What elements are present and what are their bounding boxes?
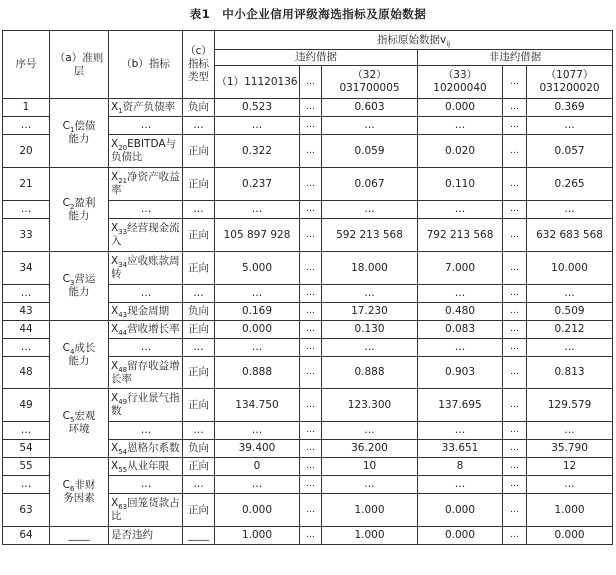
value-col-ellipsis: … <box>300 201 322 219</box>
row-seq: 64 <box>3 527 50 545</box>
value-col-ellipsis: … <box>300 527 322 545</box>
value-col-32: … <box>322 201 418 219</box>
header-col-1: （1）11120136 <box>215 66 300 99</box>
value-col-1077: 0.000 <box>527 527 613 545</box>
value-col-ellipsis: … <box>503 440 527 458</box>
row-type: 正向 <box>183 135 215 168</box>
indicator-name: EBITDA与负债比 <box>111 138 177 163</box>
row-indicator: … <box>109 117 183 135</box>
table-row <box>3 527 613 545</box>
criterion-line1: 营运 <box>74 273 96 285</box>
value-col-32: … <box>322 476 418 494</box>
value-col-ellipsis: … <box>503 168 527 201</box>
row-seq: … <box>3 117 50 135</box>
value-col-ellipsis: … <box>300 168 322 201</box>
indicator-subscript: 1 <box>118 107 123 116</box>
indicator-prefix: X <box>111 392 119 404</box>
value-col-ellipsis: … <box>503 285 527 303</box>
value-col-1: 105 897 928 <box>215 219 300 252</box>
indicator-name: 从业年限 <box>127 460 170 472</box>
indicator-name: 营收增长率 <box>127 323 180 335</box>
value-col-1: 0 <box>215 458 300 476</box>
row-seq: 48 <box>3 357 50 389</box>
row-indicator <box>109 168 183 201</box>
value-col-ellipsis: … <box>503 527 527 545</box>
indicator-prefix: X <box>111 222 119 234</box>
criterion-cell <box>50 527 109 545</box>
row-seq: 55 <box>3 458 50 476</box>
table-row <box>3 99 613 117</box>
row-seq: 34 <box>3 252 50 285</box>
value-col-33: … <box>418 476 503 494</box>
value-col-33: … <box>418 117 503 135</box>
criterion-label: ____ <box>68 529 90 541</box>
value-col-1: 0.888 <box>215 357 300 389</box>
value-col-ellipsis: … <box>503 99 527 117</box>
header-col-33: （33）10200040 <box>418 66 503 99</box>
row-indicator <box>109 135 183 168</box>
value-col-1: 0.237 <box>215 168 300 201</box>
row-indicator <box>109 389 183 422</box>
row-indicator <box>109 494 183 527</box>
row-type: 负向 <box>183 440 215 458</box>
value-col-1077: 0.369 <box>527 99 613 117</box>
value-col-1: 0.000 <box>215 494 300 527</box>
value-col-32: … <box>322 117 418 135</box>
row-indicator <box>109 321 183 339</box>
row-indicator <box>109 458 183 476</box>
table-row <box>3 321 613 339</box>
indicator-name: 留存收益增长率 <box>111 359 180 385</box>
row-seq: 21 <box>3 168 50 201</box>
value-col-1: 39.400 <box>215 440 300 458</box>
value-col-ellipsis: … <box>503 219 527 252</box>
value-col-1: 0.169 <box>215 303 300 321</box>
header-criterion: （a）准则层 <box>50 31 109 99</box>
row-type: 正向 <box>183 357 215 389</box>
header-col-1077: （1077）031200020 <box>527 66 613 99</box>
criterion-prefix: C <box>62 120 70 132</box>
value-col-33: … <box>418 285 503 303</box>
table-row <box>3 252 613 285</box>
value-col-ellipsis: … <box>503 321 527 339</box>
value-col-32: 1.000 <box>322 494 418 527</box>
indicator-subscript: 21 <box>118 177 128 186</box>
value-col-33: 33.651 <box>418 440 503 458</box>
indicator-subscript: 48 <box>118 365 128 374</box>
row-seq: … <box>3 422 50 440</box>
value-col-ellipsis: … <box>300 285 322 303</box>
criterion-subscript: 1 <box>69 126 75 135</box>
row-type: … <box>183 339 215 357</box>
criterion-line2: 务因素 <box>63 492 95 504</box>
value-col-1077: 35.790 <box>527 440 613 458</box>
value-col-ellipsis: … <box>503 303 527 321</box>
value-col-1077: … <box>527 117 613 135</box>
value-col-ellipsis: … <box>300 339 322 357</box>
value-col-33: 0.000 <box>418 494 503 527</box>
row-seq: 54 <box>3 440 50 458</box>
value-col-1: … <box>215 285 300 303</box>
row-indicator: … <box>109 339 183 357</box>
indicator-subscript: 33 <box>118 228 128 237</box>
criterion-prefix: C <box>62 196 70 209</box>
value-col-32: 0.888 <box>322 357 418 389</box>
value-col-1: … <box>215 117 300 135</box>
table-body <box>3 99 613 545</box>
indicator-subscript: 44 <box>118 329 128 338</box>
row-indicator <box>109 440 183 458</box>
row-type: ____ <box>183 527 215 545</box>
criterion-cell <box>50 252 109 321</box>
header-non-default: 非违约借据 <box>418 50 613 66</box>
value-col-1: 0.000 <box>215 321 300 339</box>
value-col-1077: 0.813 <box>527 357 613 389</box>
row-type: … <box>183 476 215 494</box>
row-seq: … <box>3 339 50 357</box>
indicator-subscript: 43 <box>118 311 128 320</box>
criterion-cell <box>50 389 109 458</box>
value-col-ellipsis: … <box>300 303 322 321</box>
criterion-prefix: C <box>62 341 70 354</box>
value-col-33: 0.000 <box>418 99 503 117</box>
indicator-prefix: X <box>111 138 119 150</box>
value-col-32: 36.200 <box>322 440 418 458</box>
value-col-33: 8 <box>418 458 503 476</box>
value-col-1077: … <box>527 201 613 219</box>
value-col-33: 792 213 568 <box>418 219 503 252</box>
indicator-prefix: X <box>111 101 119 113</box>
value-col-32: 0.130 <box>322 321 418 339</box>
indicator-prefix: X <box>111 171 119 183</box>
value-col-32: … <box>322 422 418 440</box>
indicator-name: 净资产收益率 <box>111 171 180 196</box>
row-type: … <box>183 422 215 440</box>
criterion-line2: 环境 <box>68 423 90 435</box>
criterion-subscript: 2 <box>69 202 75 211</box>
header-raw-data: 指标原始数据$v_{ij}$ <box>215 31 613 50</box>
value-col-33: 7.000 <box>418 252 503 285</box>
criterion-line2: 能力 <box>68 354 90 367</box>
row-seq: 20 <box>3 135 50 168</box>
table-row <box>3 458 613 476</box>
value-col-1077: 1.000 <box>527 494 613 527</box>
value-col-1077: … <box>527 422 613 440</box>
value-col-ellipsis: … <box>300 117 322 135</box>
value-col-ellipsis: … <box>300 99 322 117</box>
row-type: 正向 <box>183 252 215 285</box>
row-type: … <box>183 201 215 219</box>
indicator-subscript: 49 <box>118 398 128 407</box>
value-col-1: 1.000 <box>215 527 300 545</box>
row-seq: 63 <box>3 494 50 527</box>
value-col-ellipsis: … <box>503 201 527 219</box>
value-col-ellipsis: … <box>503 117 527 135</box>
indicator-prefix: X <box>111 442 119 454</box>
header-default: 违约借据 <box>215 50 418 66</box>
indicator-subscript: 34 <box>118 261 128 270</box>
criterion-cell <box>50 168 109 252</box>
value-col-1: 134.750 <box>215 389 300 422</box>
value-col-ellipsis: … <box>503 389 527 422</box>
value-col-32: 1.000 <box>322 527 418 545</box>
row-type: 正向 <box>183 321 215 339</box>
value-col-1077: 0.509 <box>527 303 613 321</box>
value-col-ellipsis: … <box>503 252 527 285</box>
value-col-33: 0.903 <box>418 357 503 389</box>
row-indicator: 是否违约 <box>109 527 183 545</box>
criterion-subscript: 5 <box>69 416 75 425</box>
row-type: 正向 <box>183 494 215 527</box>
row-type: 正向 <box>183 389 215 422</box>
value-col-ellipsis: … <box>300 219 322 252</box>
header-seq: 序号 <box>3 31 50 99</box>
indicator-name: 应收账款周转 <box>111 255 180 280</box>
value-col-33: 0.083 <box>418 321 503 339</box>
indicator-prefix: X <box>111 305 119 317</box>
value-col-33: 0.480 <box>418 303 503 321</box>
value-col-32: 592 213 568 <box>322 219 418 252</box>
value-col-1: … <box>215 476 300 494</box>
row-seq: … <box>3 285 50 303</box>
header-type: （c）指标类型 <box>183 31 215 99</box>
value-col-32: 17.230 <box>322 303 418 321</box>
row-seq: 44 <box>3 321 50 339</box>
value-col-33: … <box>418 339 503 357</box>
row-type: 正向 <box>183 168 215 201</box>
value-col-ellipsis: … <box>300 135 322 168</box>
criterion-prefix: C <box>62 273 70 285</box>
criterion-line2: 能力 <box>68 209 90 222</box>
row-indicator <box>109 357 183 389</box>
indicator-name: 资产负债率 <box>122 101 176 113</box>
value-col-33: 0.000 <box>418 527 503 545</box>
value-col-1077: … <box>527 339 613 357</box>
value-col-ellipsis: … <box>503 476 527 494</box>
criterion-line2: 能力 <box>68 133 90 145</box>
row-seq: 49 <box>3 389 50 422</box>
value-col-1077: 10.000 <box>527 252 613 285</box>
value-col-1077: 0.057 <box>527 135 613 168</box>
value-col-ellipsis: … <box>300 357 322 389</box>
row-seq: … <box>3 476 50 494</box>
criterion-line1: 成长 <box>74 341 96 354</box>
criterion-subscript: 6 <box>69 485 75 494</box>
value-col-ellipsis: … <box>300 458 322 476</box>
value-col-ellipsis: … <box>503 135 527 168</box>
criterion-line2: 能力 <box>68 286 90 298</box>
row-type: … <box>183 117 215 135</box>
indicator-table <box>2 30 613 545</box>
header-col-ellipsis: … <box>503 66 527 99</box>
criterion-subscript: 3 <box>69 279 75 288</box>
value-col-ellipsis: … <box>503 458 527 476</box>
indicator-subscript: 55 <box>118 466 128 475</box>
row-seq: 33 <box>3 219 50 252</box>
criterion-cell <box>50 458 109 527</box>
value-col-1: 5.000 <box>215 252 300 285</box>
indicator-name: 经营现金流入 <box>111 222 180 247</box>
row-type: 负向 <box>183 99 215 117</box>
value-col-1: 0.322 <box>215 135 300 168</box>
indicator-name: 恩格尔系数 <box>127 442 180 454</box>
value-col-ellipsis: … <box>503 494 527 527</box>
indicator-subscript: 63 <box>118 503 128 512</box>
header-col-ellipsis: … <box>300 66 322 99</box>
value-col-ellipsis: … <box>503 422 527 440</box>
row-indicator: … <box>109 422 183 440</box>
value-col-32: … <box>322 339 418 357</box>
value-col-1077: 0.265 <box>527 168 613 201</box>
value-col-1077: … <box>527 476 613 494</box>
row-indicator <box>109 219 183 252</box>
row-indicator: … <box>109 285 183 303</box>
value-col-ellipsis: … <box>300 494 322 527</box>
value-col-32: 0.603 <box>322 99 418 117</box>
value-col-ellipsis: … <box>300 389 322 422</box>
criterion-line1: 盈利 <box>74 196 96 209</box>
value-col-1077: 0.212 <box>527 321 613 339</box>
header-col-32: （32）031700005 <box>322 66 418 99</box>
row-indicator <box>109 99 183 117</box>
value-col-33: … <box>418 422 503 440</box>
indicator-name: 行业景气指数 <box>111 392 180 417</box>
value-col-1: 0.523 <box>215 99 300 117</box>
value-col-1077: 632 683 568 <box>527 219 613 252</box>
value-col-ellipsis: … <box>300 321 322 339</box>
value-col-1077: … <box>527 285 613 303</box>
value-col-ellipsis: … <box>503 357 527 389</box>
indicator-prefix: X <box>111 497 119 509</box>
value-col-1: … <box>215 422 300 440</box>
value-col-33: 137.695 <box>418 389 503 422</box>
indicator-subscript: 20 <box>118 144 128 153</box>
indicator-name: 现金周期 <box>127 305 170 317</box>
value-col-32: 123.300 <box>322 389 418 422</box>
value-col-32: 0.067 <box>322 168 418 201</box>
value-col-ellipsis: … <box>300 422 322 440</box>
indicator-prefix: X <box>111 359 119 372</box>
value-col-1: … <box>215 201 300 219</box>
row-indicator: … <box>109 201 183 219</box>
header-indicator: （b）指标 <box>109 31 183 99</box>
criterion-subscript: 4 <box>69 347 75 356</box>
criterion-prefix: C <box>62 410 70 422</box>
criterion-cell <box>50 99 109 168</box>
value-col-32: 10 <box>322 458 418 476</box>
row-seq: … <box>3 201 50 219</box>
indicator-prefix: X <box>111 460 119 472</box>
row-indicator <box>109 303 183 321</box>
criterion-line1: 非财 <box>74 479 96 491</box>
indicator-name: 回笼货款占比 <box>111 497 180 522</box>
row-seq: 1 <box>3 99 50 117</box>
value-col-1077: 129.579 <box>527 389 613 422</box>
value-col-32: 0.059 <box>322 135 418 168</box>
indicator-prefix: X <box>111 323 119 335</box>
table-title: 表1 中小企业信用评级海选指标及原始数据 <box>189 7 427 21</box>
indicator-prefix: X <box>111 255 119 267</box>
value-col-ellipsis: … <box>300 476 322 494</box>
criterion-line1: 宏观 <box>74 410 96 422</box>
value-col-33: 0.110 <box>418 168 503 201</box>
value-col-ellipsis: … <box>300 252 322 285</box>
value-col-ellipsis: … <box>503 339 527 357</box>
row-type: … <box>183 285 215 303</box>
value-col-1077: 12 <box>527 458 613 476</box>
value-col-1: … <box>215 339 300 357</box>
table-row <box>3 168 613 201</box>
criterion-cell <box>50 321 109 389</box>
value-col-32: 18.000 <box>322 252 418 285</box>
indicator-subscript: 54 <box>118 448 128 457</box>
table-row <box>3 389 613 422</box>
value-col-33: … <box>418 201 503 219</box>
row-type: 负向 <box>183 303 215 321</box>
criterion-prefix: C <box>62 479 70 491</box>
value-col-33: 0.020 <box>418 135 503 168</box>
row-type: 正向 <box>183 458 215 476</box>
row-seq: 43 <box>3 303 50 321</box>
value-col-ellipsis: … <box>300 440 322 458</box>
row-type: 正向 <box>183 219 215 252</box>
criterion-line1: 偿债 <box>74 120 96 132</box>
value-col-32: … <box>322 285 418 303</box>
row-indicator <box>109 252 183 285</box>
row-indicator: … <box>109 476 183 494</box>
